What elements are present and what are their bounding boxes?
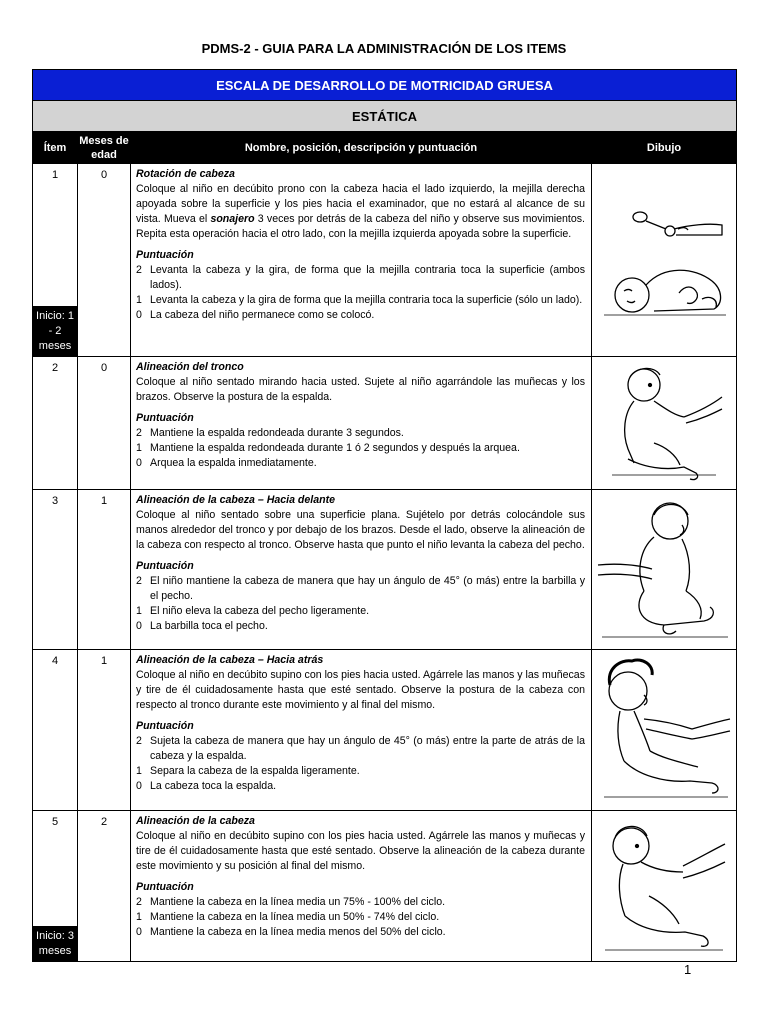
drawing-cell (592, 490, 737, 650)
section-title: ESTÁTICA (33, 101, 737, 132)
table-row (33, 650, 737, 811)
months-cell (78, 650, 131, 811)
section-header-row (33, 101, 737, 132)
baby-sitting-supported-drawing (604, 363, 724, 483)
score-line: 0 Arquea la espalda inmediatamente. (136, 457, 317, 469)
item-months: 0 (100, 169, 108, 181)
description-cell (131, 357, 592, 490)
baby-head-forward-drawing (594, 495, 734, 645)
drawing-cell (592, 811, 737, 962)
score-title: Puntuación (136, 881, 194, 893)
col-desc: Nombre, posición, descripción y puntuación (131, 132, 592, 164)
drawing-cell (592, 164, 737, 357)
score-line: 1 Mantiene la cabeza en la línea media un 50% - 74% del ciclo. (136, 911, 440, 923)
start-label: Inicio: 3 meses (33, 926, 77, 961)
item-description: Coloque al niño en decúbito prono con la cabeza hacia el lado izquierdo, la mejilla derecha apoyada sobre la superficie y los pies hacia el examinador, que no estará al alcance de su vista. Mueva el sonajero 3 veces por detrás de la cabeza del niño y observe sus movimientos. Repita esta operación hacia el otro lado, con la mejilla izquierda apoyada sobre la superficie. (136, 183, 585, 240)
item-number: 1 (51, 169, 59, 181)
page-number: 1 (684, 962, 692, 977)
col-drawing: Dibujo (592, 132, 737, 164)
score-title: Puntuación (136, 249, 194, 261)
col-item: Ítem (33, 132, 78, 164)
item-number-cell (33, 811, 78, 962)
table-row (33, 357, 737, 490)
item-months: 0 (100, 362, 108, 374)
item-number-cell (33, 164, 78, 357)
start-label: Inicio: 1 - 2 meses (33, 306, 77, 356)
item-description: Coloque al niño sentado mirando hacia usted. Sujete al niño agarrándole las muñecas y los brazos. Observe la postura de la espalda. (136, 376, 585, 403)
item-months: 2 (100, 816, 108, 828)
baby-prone-rattle-drawing (594, 195, 734, 325)
item-number: 5 (51, 816, 59, 828)
score-line: 0 La barbilla toca el pecho. (136, 620, 268, 632)
score-line: 1 Mantiene la espalda redondeada durante 1 ó 2 segundos y después la arquea. (136, 442, 520, 454)
item-name: Alineación de la cabeza – Hacia delante (136, 494, 336, 506)
scale-header-row (33, 70, 737, 101)
score-line: 2 Mantiene la cabeza en la línea media un 75% - 100% del ciclo. (136, 896, 446, 908)
item-number-cell (33, 357, 78, 490)
item-name: Rotación de cabeza (136, 168, 235, 180)
item-name: Alineación de la cabeza (136, 815, 255, 827)
months-cell (78, 811, 131, 962)
col-months: Meses de edad (78, 132, 131, 164)
score-title: Puntuación (136, 412, 194, 424)
score-title: Puntuación (136, 560, 194, 572)
items-table (32, 69, 737, 962)
score-line: 2 Sujeta la cabeza de manera que hay un ángulo de 45° (o más) entre la parte de atrás de la cabeza y la espalda. (136, 735, 585, 762)
item-name: Alineación del tronco (136, 361, 244, 373)
months-cell (78, 357, 131, 490)
drawing-cell (592, 650, 737, 811)
item-description: Coloque al niño en decúbito supino con los pies hacia usted. Agárrele las manos y muñecas y tire de él cuidadosamente hasta que esté sentado. Observe la alineación de la cabeza durante este movimiento y su posición al final del mismo. (136, 830, 585, 872)
column-header-row (33, 132, 737, 164)
item-name: Alineación de la cabeza – Hacia atrás (136, 654, 324, 666)
description-cell (131, 490, 592, 650)
item-number: 2 (51, 362, 59, 374)
months-cell (78, 164, 131, 357)
score-line: 1 El niño eleva la cabeza del pecho ligeramente. (136, 605, 370, 617)
description-cell (131, 650, 592, 811)
score-line: 0 Mantiene la cabeza en la línea media menos del 50% del ciclo. (136, 926, 446, 938)
score-line: 1 Levanta la cabeza y la gira de forma que la mejilla contraria toca la superficie (sólo un lado). (136, 294, 583, 306)
item-description: Coloque al niño en decúbito supino con los pies hacia usted. Agárrele las manos y las muñecas y tire de él cuidadosamente hasta que esté sentado. Observe la postura de la cabeza con respecto al tronco durante este movimiento y al final del mismo. (136, 669, 585, 711)
score-line: 2 El niño mantiene la cabeza de manera que hay un ángulo de 45° (o más) entre la barbilla y el pecho. (136, 575, 585, 602)
score-line: 1 Separa la cabeza de la espalda ligeramente. (136, 765, 360, 777)
drawing-cell (592, 357, 737, 490)
score-title: Puntuación (136, 720, 194, 732)
item-number-cell (33, 490, 78, 650)
document-title: PDMS-2 - GUIA PARA LA ADMINISTRACIÓN DE LOS ITEMS (201, 41, 567, 56)
score-line: 0 La cabeza del niño permanece como se colocó. (136, 309, 375, 321)
description-cell (131, 811, 592, 962)
baby-head-back-drawing (594, 655, 734, 805)
table-row (33, 490, 737, 650)
description-cell (131, 164, 592, 357)
score-line: 0 La cabeza toca la espalda. (136, 780, 277, 792)
item-number: 4 (51, 655, 59, 667)
item-months: 1 (100, 495, 108, 507)
score-line: 2 Levanta la cabeza y la gira, de forma que la mejilla contraria toca la superficie (ambos lados). (136, 264, 585, 291)
months-cell (78, 490, 131, 650)
item-number-cell (33, 650, 78, 811)
table-row (33, 811, 737, 962)
baby-head-midline-drawing (599, 816, 729, 956)
item-months: 1 (100, 655, 108, 667)
item-number: 3 (51, 495, 59, 507)
score-line: 2 Mantiene la espalda redondeada durante 3 segundos. (136, 427, 404, 439)
table-row (33, 164, 737, 357)
item-description: Coloque al niño sentado sobre una superficie plana. Sujételo por detrás colocándole sus manos alrededor del tronco y por debajo de los brazos. Desde el lado, observe la alineación de la cabeza con respecto al tronco. Observe hasta que punto el niño levanta la cabeza del pecho. (136, 509, 585, 551)
scale-title: ESCALA DE DESARROLLO DE MOTRICIDAD GRUESA (33, 70, 737, 101)
